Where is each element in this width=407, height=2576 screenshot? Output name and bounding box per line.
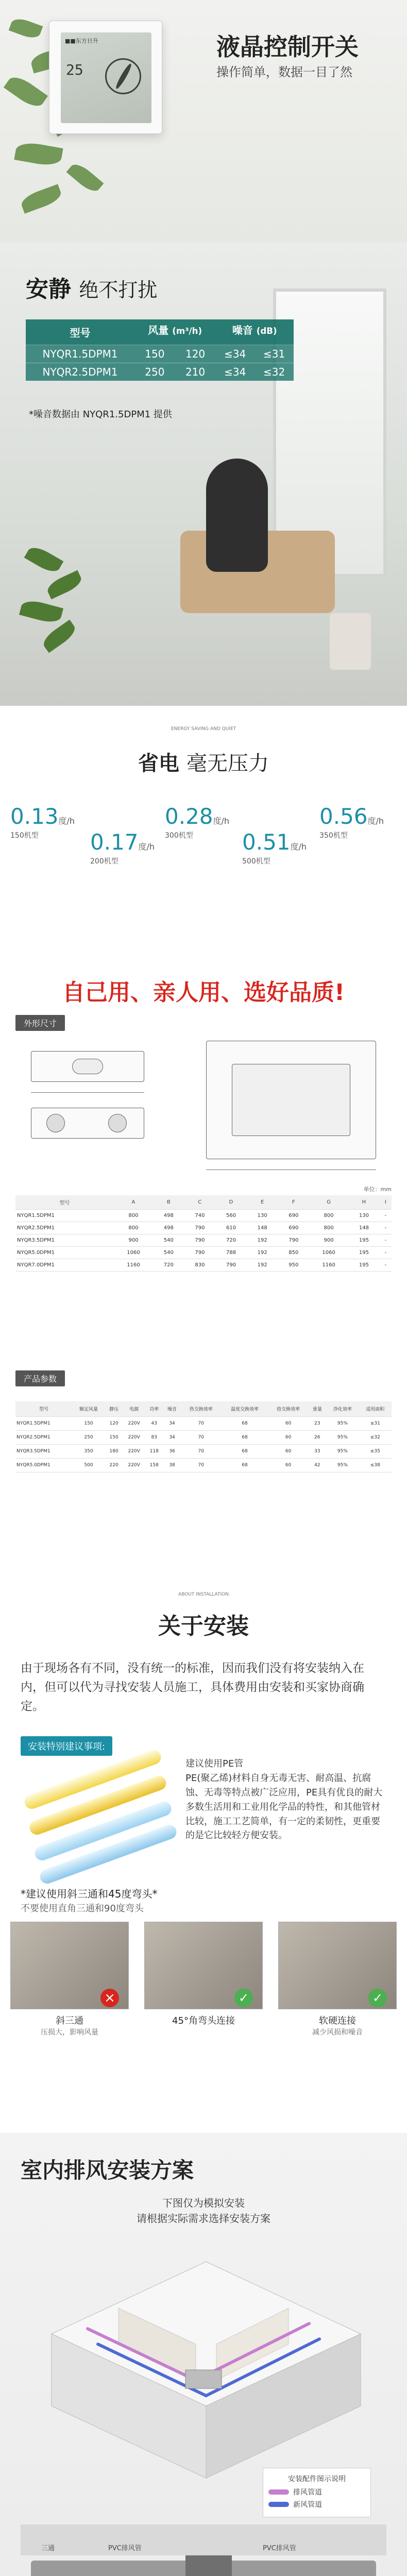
quiet-section [0,242,407,706]
fitting-advice: *建议使用斜三通和45度弯头* [21,1888,158,1900]
table-row [15,1234,392,1247]
table-cell: 690 [278,1222,309,1234]
fitting-warning: 不要使用直角三通和90度弯头 [21,1903,144,1914]
install-tagline: ABOUT INSTALLATION [178,1592,229,1597]
table-cell: 610 [215,1222,247,1234]
table-cell: 498 [153,1222,184,1234]
table-cell: 1060 [309,1247,348,1259]
exhaust-swatch [268,2489,289,2495]
table-row [15,1259,392,1272]
photo-subcaption: 压损大，影响风量 [41,2028,98,2037]
legend-item: 排风管道 [268,2487,365,2497]
table-header-cell: 额定风量 [72,1401,105,1417]
table-cell: NYQR2.5DPM1 [15,1431,72,1445]
legend-box: 安装配件图示说明 排风管道 新风管道 [263,2468,371,2517]
stool-illustration [330,613,371,670]
table-cell: 95% [326,1445,359,1459]
table-header-cell: 静压 [105,1401,123,1417]
table-cell: 158 [145,1459,163,1472]
install-title: 关于安装 [158,1613,249,1639]
header-airflow: 风量 (m³/h) [148,324,202,336]
table-cell: 148 [247,1222,278,1234]
install-advice-tag: 安装特别建议事项: [21,1736,112,1756]
table-header-cell: 型号 [15,1401,72,1417]
table-cell: 130 [247,1210,278,1222]
table-cell: 26 [308,1431,326,1445]
table-cell: 43 [145,1417,163,1431]
table-cell: 720 [215,1234,247,1247]
house-isometric-illustration [41,2251,371,2488]
table-cell: 70 [181,1459,221,1472]
table-header-cell: 噪音 [163,1401,181,1417]
dimensions-label: 外形尺寸 [15,1015,65,1031]
table-cell: 70 [181,1417,221,1431]
table-cell: 1160 [114,1259,153,1272]
table-row [15,1417,392,1431]
table-cell: 150 [105,1431,123,1445]
table-cell: 195 [348,1259,380,1272]
table-cell: - [380,1222,392,1234]
table-cell: 60 [268,1445,309,1459]
table-cell: - [380,1259,392,1272]
table-cell: 68 [221,1417,268,1431]
dimensions-section [0,953,407,1355]
table-cell: 195 [348,1234,380,1247]
table-cell: ≤32 [359,1431,392,1445]
fan-icon [105,58,141,94]
table-row [15,1445,392,1459]
pipe-description: 建议使用PE管 PE(聚乙烯)材料自身无毒无害、耐高温、抗腐蚀、无毒等特点被广泛应用，PE具有优良的耐大多数生活用和工业用化学品的特性，和其他管材比较，施工工艺简单，有一定的柔韧性，更重要的是它比较轻方便安装。 [185,1758,383,1841]
table-cell: 192 [247,1247,278,1259]
table-cell: 498 [153,1210,184,1222]
duct-port-shape [108,1114,127,1132]
table-cell: NYQR2.5DPM1 [15,1222,114,1234]
table-cell: 33 [308,1445,326,1459]
lcd-control-panel [49,21,162,134]
table-row [15,1210,392,1222]
table-cell: 34 [163,1417,181,1431]
duct-port-shape [46,1114,65,1132]
lcd-screen [61,32,151,123]
duct-layout-illustration [21,2524,386,2576]
table-cell: 560 [215,1210,247,1222]
table-cell: 740 [184,1210,216,1222]
table-cell: - [380,1234,392,1247]
lcd-controller-section [0,0,407,242]
table-cell: 540 [153,1234,184,1247]
lcd-reading: 25 [66,61,83,78]
table-cell: NYQR7.0DPM1 [15,1259,114,1272]
airflow-unit: (m³/h) [172,326,202,336]
table-header-cell: 电源 [123,1401,145,1417]
dimension-table [15,1195,392,1272]
table-cell: 720 [153,1259,184,1272]
table-cell: 36 [163,1445,181,1459]
params-label: 产品参数 [15,1370,65,1386]
header-noise: 噪音 (dB) [232,324,277,336]
table-row [15,1459,392,1472]
power-tagline: ENERGY SAVING AND QUIET [171,726,236,732]
table-cell: 800 [114,1222,153,1234]
scheme-subtitle-1: 下图仅为模拟安装 [162,2197,245,2209]
table-header-cell: 热交换效率 [181,1401,221,1417]
table-cell: 850 [278,1247,309,1259]
legend-item: 新风管道 [268,2499,365,2510]
table-cell: - [380,1247,392,1259]
table-header-cell: 功率 [145,1401,163,1417]
params-table [15,1401,392,1472]
table-cell: 95% [326,1431,359,1445]
table-cell: 180 [105,1445,123,1459]
table-row: NYQR1.5DPM1 150 120 ≤34 ≤31 [26,345,294,363]
table-row [15,1222,392,1234]
table-cell: 95% [326,1417,359,1431]
photo-subcaption: 减少风损和噪音 [312,2028,363,2037]
table-cell: 788 [215,1247,247,1259]
table-cell: 70 [181,1445,221,1459]
table-cell: 60 [268,1459,309,1472]
quiet-title-bold: 安静 [26,276,71,302]
outlet-shape [72,1059,103,1074]
table-cell: 83 [145,1431,163,1445]
table-cell: NYQR5.0DPM1 [15,1247,114,1259]
photo-caption: 45°角弯头连接 [172,2015,235,2026]
table-cell: NYQR1.5DPM1 [15,1417,72,1431]
table-header-row [15,1401,392,1417]
svg-text:PVC排风管: PVC排风管 [263,2545,296,2552]
table-cell: 790 [215,1259,247,1272]
table-header-cell: 净化效率 [326,1401,359,1417]
table-cell: 70 [181,1431,221,1445]
fresh-swatch [268,2502,289,2507]
table-header-cell: 温度交换效率 [221,1401,268,1417]
correct-icon: ✓ [234,1989,253,2007]
table-cell: 790 [184,1247,216,1259]
table-cell: 690 [278,1210,309,1222]
hero-title: 液晶控制开关 [216,33,359,61]
noise-unit: (dB) [256,326,277,336]
table-cell: - [380,1210,392,1222]
table-header-cell: 适用面积 [359,1401,392,1417]
table-cell: 38 [163,1459,181,1472]
table-row: NYQR2.5DPM1 250 210 ≤34 ≤32 [26,363,294,381]
table-cell: ≤38 [359,1459,392,1472]
table-cell: 23 [308,1417,326,1431]
install-section [0,1577,407,2133]
table-cell: 60 [268,1431,309,1445]
table-cell: NYQR3.5DPM1 [15,1445,72,1459]
table-cell: 800 [309,1210,348,1222]
table-cell: 192 [247,1259,278,1272]
metric-500: 0.51度/h 500机型 [242,829,307,866]
metric-300: 0.28度/h 300机型 [165,804,230,840]
table-cell: 68 [221,1459,268,1472]
table-cell: 540 [153,1247,184,1259]
table-cell: 120 [105,1417,123,1431]
table-cell: NYQR1.5DPM1 [15,1210,114,1222]
table-cell: 350 [72,1445,105,1459]
table-header-cell: 焓交换效率 [268,1401,309,1417]
table-cell: 68 [221,1431,268,1445]
table-row [15,1431,392,1445]
plant-decoration [21,551,82,665]
table-cell: 60 [268,1417,309,1431]
noise-note: *噪音数据由 NYQR1.5DPM1 提供 [29,409,172,420]
table-header-row: 型号 A B C D E F G H I [15,1195,392,1210]
table-row [15,1247,392,1259]
noise-table [26,319,294,381]
table-cell: 220V [123,1459,145,1472]
table-cell: 900 [309,1234,348,1247]
scheme-subtitle-2: 请根据实际需求选择安装方案 [137,2212,270,2225]
table-cell: ≤31 [359,1417,392,1431]
params-section [0,1355,407,1577]
table-cell: 34 [163,1431,181,1445]
pipe-illustration [21,1762,175,1865]
table-cell: 148 [348,1222,380,1234]
indoor-scheme-section [0,2133,407,2576]
table-cell: 192 [247,1234,278,1247]
table-cell: 220 [105,1459,123,1472]
install-paragraph: 由于现场各有不同，没有统一的标准，因而我们没有将安装纳入在内，但可以代为寻找安装人员施工，具体费用由安装和买家协商确定。 [21,1662,364,1713]
table-cell: NYQR5.0DPM1 [15,1459,72,1472]
table-cell: 130 [348,1210,380,1222]
table-cell: 68 [221,1445,268,1459]
wrong-icon: × [100,1989,119,2007]
table-cell: 95% [326,1459,359,1472]
svg-text:三通: 三通 [41,2545,55,2552]
table-cell: NYQR3.5DPM1 [15,1234,114,1247]
svg-text:PVC排风管: PVC排风管 [108,2545,142,2552]
table-cell: 150 [72,1417,105,1431]
table-cell: ≤35 [359,1445,392,1459]
table-cell: 250 [72,1431,105,1445]
power-title: 省电 毫无压力 [138,752,269,775]
scheme-title: 室内排风安装方案 [21,2158,194,2183]
table-cell: 950 [278,1259,309,1272]
table-cell: 220V [123,1417,145,1431]
metric-350: 0.56度/h 350机型 [319,804,384,840]
correct-icon: ✓ [368,1989,387,2007]
table-cell: 500 [72,1459,105,1472]
table-cell: 800 [114,1210,153,1222]
metric-150: 0.13度/h 150机型 [10,804,75,840]
table-cell: 195 [348,1247,380,1259]
table-cell: 42 [308,1459,326,1472]
person-illustration [206,459,268,572]
quiet-title [26,270,157,303]
table-cell: 790 [184,1222,216,1234]
unit-label: 单位：mm [363,1186,392,1193]
table-cell: 900 [114,1234,153,1247]
photo-caption: 软硬连接 [319,2015,356,2026]
table-cell: 220V [123,1445,145,1459]
table-cell: 790 [278,1234,309,1247]
table-cell: 830 [184,1259,216,1272]
metric-200: 0.17度/h 200机型 [90,829,155,866]
slogan-title: 自己用、亲人用、选好品质! [62,979,345,1006]
core-shape [232,1064,350,1136]
table-cell: 1060 [114,1247,153,1259]
photo-caption: 斜三通 [56,2015,83,2026]
power-section [0,706,407,953]
hero-subtitle: 操作简单，数据一目了然 [216,65,352,79]
table-cell: 118 [145,1445,163,1459]
table-cell: 790 [184,1234,216,1247]
header-model: 型号 [70,327,91,339]
table-header-cell: 重量 [308,1401,326,1417]
table-cell: 220V [123,1431,145,1445]
panel-brand: ■■东方日升 [65,38,98,44]
quiet-title-thin: 绝不打扰 [79,279,158,301]
dimension-line [31,1092,144,1093]
table-cell: 800 [309,1222,348,1234]
table-cell: 1160 [309,1259,348,1272]
